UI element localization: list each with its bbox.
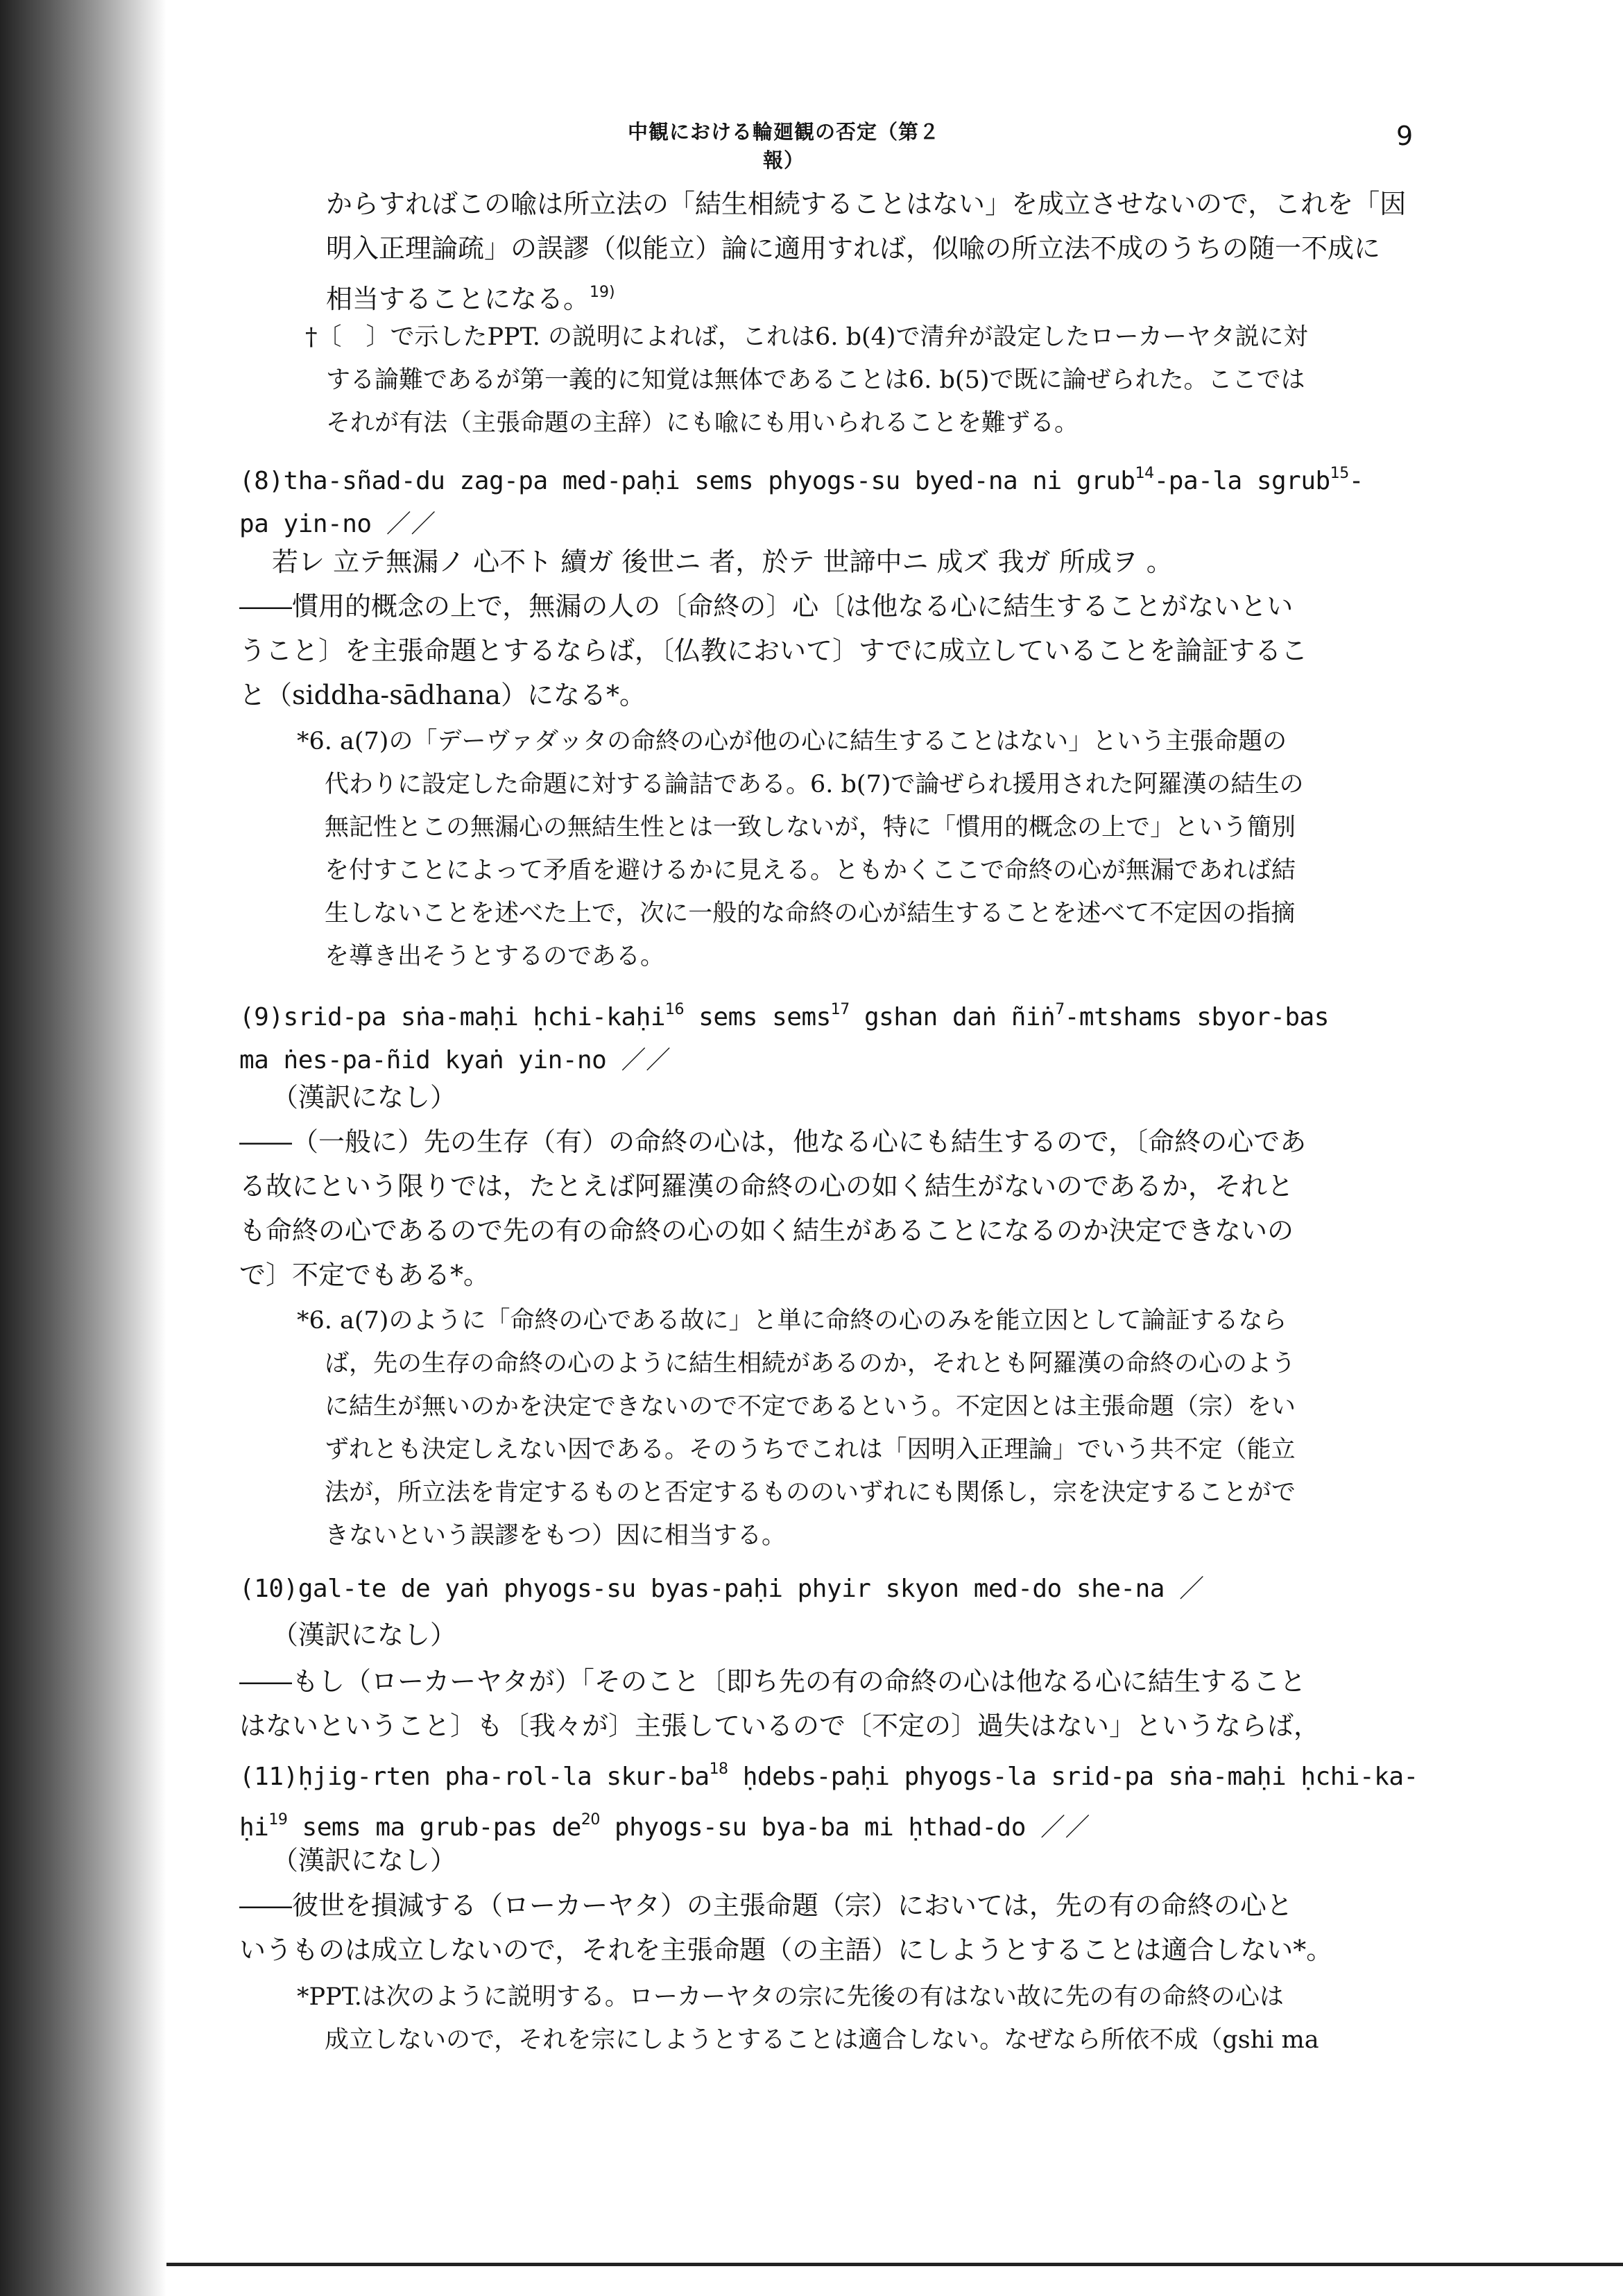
tibetan-line: (10)gal-te de yaṅ phyogs-su byas-paḥi phyir skyon med-do she-na ／ xyxy=(239,1575,1204,1603)
tibetan-line xyxy=(239,1748,1418,1799)
text-line: *PPT.は次のように説明する。ローカーヤタの宗に先後の有はない故に先の有の命終の心は xyxy=(297,1983,1284,2011)
kanbun-line-8: 若レ 立テ無漏ノ 心不ト 續ガ 後世ニ 者，於テ 世諦中ニ 成ズ 我ガ 所成ヲ 。 xyxy=(272,547,1173,577)
note-8 xyxy=(297,720,1304,978)
intro-paragraph xyxy=(326,182,1406,321)
tibetan-passage-10 xyxy=(239,1568,1204,1611)
text-span: -mtshams sbyor-bas xyxy=(1064,1003,1329,1031)
text-line: ――慣用的概念の上で，無漏の人の〔命終の〕心〔は他なる心に結生することがないとい xyxy=(239,591,1294,622)
tibetan-line: pa yin-no ／／ xyxy=(239,510,436,538)
footnote-ref: 15 xyxy=(1330,465,1349,482)
text-line: も命終の心であるので先の有の命終の心の如く結生があることになるのか決定できないの xyxy=(239,1215,1294,1246)
footnote-ref: 7 xyxy=(1055,1001,1065,1018)
tibetan-line xyxy=(239,988,1329,1039)
translation-10 xyxy=(239,1659,1320,1748)
translation-8 xyxy=(239,584,1307,717)
footnote-ref: 16 xyxy=(665,1001,685,1018)
text-line: 代わりに設定した命題に対する論詰である。6. b(7)で論ぜられ援用された阿羅漢の結生の xyxy=(325,771,1304,798)
text-line: 法が，所立法を肯定するものと否定するもののいずれにも関係し，宗を決定することがで xyxy=(325,1479,1296,1507)
page-number: 9 xyxy=(1396,121,1414,151)
text-line: る故にという限りでは，たとえば阿羅漢の命終の心の如く結生がないのであるか，それと xyxy=(239,1171,1294,1201)
text-line: ――彼世を損減する（ローカーヤタ）の主張命題（宗）においては，先の有の命終の心と xyxy=(239,1890,1293,1921)
tibetan-line xyxy=(239,452,1364,503)
text-span: ḥi xyxy=(239,1813,269,1842)
text-line xyxy=(326,271,1406,321)
page-bottom-rule xyxy=(166,2263,1623,2266)
text-line: †〔 〕で示したPPT. の説明によれば，これは6. b(4)で清弁が設定したローカーヤタ説に対 xyxy=(305,323,1308,351)
footnote-ref: 18 xyxy=(709,1760,728,1778)
text-line: *6. a(7)の「デーヴァダッタの命終の心が他の心に結生することはない」という主張命題の xyxy=(297,728,1287,755)
tibetan-line: ma ṅes-pa-ñid kyaṅ yin-no ／／ xyxy=(239,1046,671,1074)
text-line: きないという誤謬をもつ）因に相当する。 xyxy=(325,1522,787,1550)
footnote-ref: 19 xyxy=(268,1811,288,1828)
tibetan-passage-8 xyxy=(239,452,1364,546)
text-line: いうものは成立しないので，それを主張命題（の主語）にしようとすることは適合しない*。 xyxy=(239,1935,1333,1965)
note-11 xyxy=(297,1976,1319,2062)
tibetan-passage-9 xyxy=(239,988,1329,1082)
text-span: sems sems xyxy=(684,1003,831,1031)
text-line: で〕不定でもある*。 xyxy=(239,1260,490,1290)
text-span: -pa-la sgrub xyxy=(1153,467,1330,495)
text-span: (9)srid-pa sṅa-maḥi ḥchi-kaḥi xyxy=(239,1003,666,1031)
text-line: と（siddha-sādhana）になる*。 xyxy=(239,680,646,710)
text-line: それが有法（主張命題の主辞）にも喩にも用いられることを難ずる。 xyxy=(326,409,1079,437)
dagger-note xyxy=(305,316,1308,445)
text-span: sems ma grub-pas de xyxy=(287,1813,581,1842)
text-line: ――もし（ローカーヤタが）「そのこと〔即ち先の有の命終の心は他なる心に結生すること xyxy=(239,1666,1306,1697)
text-span: (11)ḥjig-rten pha-rol-la skur-ba xyxy=(239,1763,710,1791)
footnote-ref: 14 xyxy=(1135,465,1154,482)
text-line: に結生が無いのかを決定できないので不定であるという。不定因とは主張命題（宗）をい xyxy=(325,1393,1296,1421)
kanyaku-note-9: （漢訳になし） xyxy=(272,1082,457,1113)
running-header: 中観における輪廻観の否定（第２報） xyxy=(627,120,940,172)
translation-11 xyxy=(239,1883,1332,1972)
text-line: 生しないことを述べた上で，次に一般的な命終の心が結生することを述べて不定因の指摘 xyxy=(325,900,1296,927)
text-span: (8)tha-sñad-du zag-pa med-paḥi sems phyogs-su byed-na ni grub xyxy=(239,467,1135,495)
kanyaku-note-10: （漢訳になし） xyxy=(272,1620,457,1650)
text-span: 相当することになる。 xyxy=(326,284,590,314)
text-line: ば，先の生存の命終の心のように結生相続があるのか，それとも阿羅漢の命終の心のよう xyxy=(325,1350,1296,1378)
text-span: gshan daṅ ñiṅ xyxy=(849,1003,1056,1031)
text-line: を付すことによって矛盾を避けるかに見える。ともかくここで命終の心が無漏であれば結 xyxy=(325,857,1296,884)
text-line: 無記性とこの無漏心の無結生性とは一致しないが，特に「慣用的概念の上で」という簡別 xyxy=(325,814,1296,841)
text-span: phyogs-su bya-ba mi ḥthad-do ／／ xyxy=(599,1813,1090,1842)
text-line: からすればこの喩は所立法の「結生相続することはない」を成立させないので，これを「因 xyxy=(326,189,1407,219)
text-line: を導き出そうとするのである。 xyxy=(325,943,665,970)
text-line: ――（一般に）先の生存（有）の命終の心は，他なる心にも結生するので，〔命終の心であ xyxy=(239,1126,1307,1157)
text-line: 明入正理論疏」の誤謬（似能立）論に適用すれば，似喩の所立法不成のうちの随一不成に xyxy=(326,233,1381,264)
footnote-ref: 19) xyxy=(590,284,615,301)
text-line: 成立しないので，それを宗にしようとすることは適合しない。なぜなら所依不成（gshi ma xyxy=(325,2026,1319,2054)
text-span: - xyxy=(1348,467,1364,495)
tibetan-passage-11 xyxy=(239,1748,1418,1849)
footnote-ref: 17 xyxy=(830,1001,850,1018)
text-line: ずれとも決定しえない因である。そのうちでこれは「因明入正理論」でいう共不定（能立 xyxy=(325,1436,1296,1464)
text-line: する論難であるが第一義的に知覚は無体であることは6. b(5)で既に論ぜられた。ここでは xyxy=(326,366,1305,394)
footnote-ref: 20 xyxy=(581,1811,600,1828)
text-line: はないということ〕も〔我々が〕主張しているので〔不定の〕過失はない」というならば， xyxy=(239,1711,1321,1741)
kanyaku-note-11: （漢訳になし） xyxy=(272,1845,457,1876)
translation-9 xyxy=(239,1120,1306,1297)
text-span: ḥdebs-paḥi phyogs-la srid-pa sṅa-maḥi ḥchi-ka- xyxy=(728,1763,1418,1791)
text-line: *6. a(7)のように「命終の心である故に」と単に命終の心のみを能立因として論証するなら xyxy=(297,1307,1287,1335)
scan-shadow-edge xyxy=(0,0,166,2296)
note-9 xyxy=(297,1299,1296,1557)
text-line: うこと〕を主張命題とするならば，〔仏教において〕すでに成立していることを論証するこ xyxy=(239,635,1308,666)
